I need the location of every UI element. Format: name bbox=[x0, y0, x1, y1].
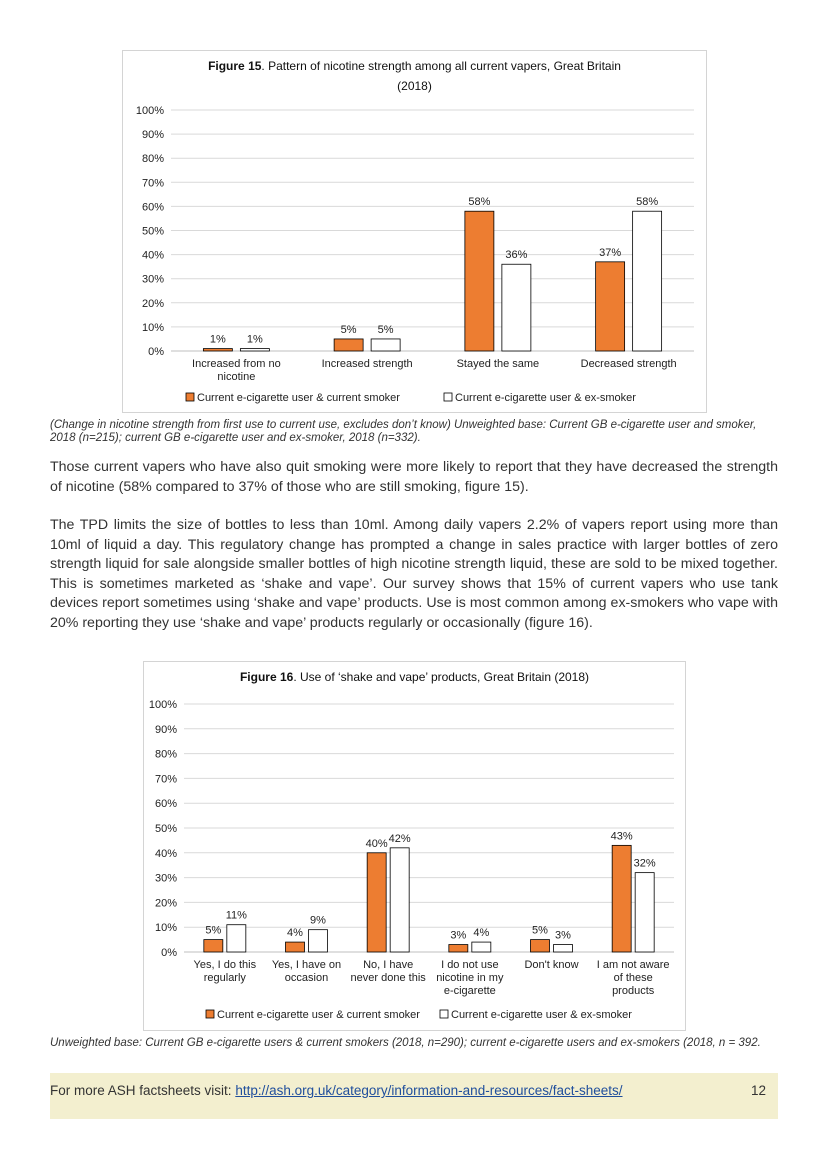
bar-ex-smoker bbox=[502, 264, 531, 351]
legend-label: Current e-cigarette user & current smoker bbox=[197, 392, 400, 404]
figure-16-note: Unweighted base: Current GB e-cigarette users & current smokers (2018, n=290); current e-cigarette users and ex-smokers (2018, n = 392. bbox=[50, 1037, 761, 1049]
figure-16-chart bbox=[144, 662, 685, 1030]
figure-16-title-bold: Figure 16 bbox=[239, 670, 294, 684]
x-category-label: Decreased strength bbox=[580, 358, 677, 370]
bar-current-smoker bbox=[203, 349, 232, 351]
y-tick-label: 100% bbox=[135, 105, 164, 117]
legend-swatch bbox=[444, 393, 452, 401]
data-label: 4% bbox=[473, 927, 490, 940]
data-label: 11% bbox=[225, 909, 247, 922]
x-category-label: regularly bbox=[203, 972, 246, 984]
x-category-label: I am not aware bbox=[596, 959, 670, 971]
x-category-label: No, I have bbox=[363, 959, 414, 971]
y-tick-label: 50% bbox=[154, 823, 177, 835]
y-tick-label: 80% bbox=[141, 153, 164, 166]
x-category-label: Increased from no bbox=[192, 358, 281, 370]
y-tick-label: 50% bbox=[141, 225, 164, 238]
figure-15-title-bold: Figure 15 bbox=[208, 59, 262, 73]
bar-current-smoker bbox=[612, 845, 631, 952]
x-category-label: Yes, I do this bbox=[193, 959, 257, 971]
x-category-label: Stayed the same bbox=[456, 358, 540, 370]
bar-ex-smoker bbox=[472, 942, 491, 952]
data-label: 32% bbox=[633, 857, 656, 870]
y-tick-label: 10% bbox=[154, 922, 177, 935]
bar-current-smoker bbox=[334, 339, 363, 351]
y-tick-label: 60% bbox=[154, 798, 177, 811]
y-tick-label: 30% bbox=[154, 872, 177, 885]
x-category-label: Don't know bbox=[524, 959, 579, 971]
data-label: 43% bbox=[610, 830, 633, 843]
bar-ex-smoker bbox=[635, 873, 654, 952]
y-tick-label: 80% bbox=[154, 748, 177, 761]
footer-label: For more ASH factsheets visit: bbox=[50, 1083, 236, 1098]
figure-15-chart bbox=[123, 51, 706, 412]
figure-15 bbox=[122, 50, 707, 413]
paragraph-1: Those current vapers who have also quit smoking were more likely to report that they have decreased the strength of nicotine (58% compared to 37% of those who are still smoking, figure 15). bbox=[50, 459, 778, 495]
legend-label: Current e-cigarette user & ex-smoker bbox=[455, 392, 636, 404]
figure-15-title-year: (2018) bbox=[397, 79, 432, 93]
y-tick-label: 40% bbox=[154, 847, 177, 860]
data-label: 1% bbox=[246, 333, 263, 346]
y-tick-label: 10% bbox=[141, 321, 164, 334]
data-label: 3% bbox=[555, 929, 571, 942]
footer-text bbox=[50, 1083, 623, 1098]
y-tick-label: 90% bbox=[154, 723, 177, 736]
legend-label: Current e-cigarette user & current smoker bbox=[217, 1009, 420, 1021]
data-label: 3% bbox=[450, 929, 467, 942]
y-tick-label: 20% bbox=[154, 897, 177, 910]
data-label: 5% bbox=[532, 924, 548, 937]
bar-current-smoker bbox=[449, 945, 468, 952]
figure-15-title-rest: . Pattern of nicotine strength among all current vapers, Great Britain bbox=[261, 59, 621, 73]
x-category-label: nicotine bbox=[217, 371, 256, 383]
legend-label: Current e-cigarette user & ex-smoker bbox=[451, 1009, 632, 1021]
y-tick-label: 70% bbox=[154, 773, 177, 786]
x-category-label: nicotine in my bbox=[436, 972, 504, 984]
figure-16-title-rest: . Use of ‘shake and vape’ products, Great Britain (2018) bbox=[293, 670, 590, 684]
legend-swatch bbox=[440, 1010, 448, 1018]
paragraph-2: The TPD limits the size of bottles to less than 10ml. Among daily vapers 2.2% of vapers report using more than 10ml of liquid a day. This regulatory change has prompted a change in sales practice with larger bottles of zero strength liquid for sale alongside smaller bottles of high nicotine strength liquid, these are sold to be mixed together. This is sometimes marketed as ‘shake and vape’. Our survey shows that 15% of current vapers who use tank devices report sometimes using ‘shake and vape’ products. Use is most common among ex-smokers who vape with 20% reporting they use ‘shake and vape’ products regularly or occasionally (figure 16). bbox=[50, 517, 778, 631]
bar-current-smoker bbox=[531, 940, 550, 952]
bar-current-smoker bbox=[286, 942, 305, 952]
y-tick-label: 0% bbox=[148, 346, 164, 358]
y-tick-label: 60% bbox=[141, 201, 164, 214]
data-label: 42% bbox=[388, 832, 411, 845]
figure-16 bbox=[143, 661, 686, 1031]
y-tick-label: 100% bbox=[148, 699, 177, 711]
data-label: 37% bbox=[599, 246, 622, 259]
legend-swatch bbox=[206, 1010, 214, 1018]
bar-ex-smoker bbox=[240, 349, 269, 351]
bar-ex-smoker bbox=[390, 848, 409, 952]
y-tick-label: 0% bbox=[161, 947, 177, 959]
data-label: 58% bbox=[468, 196, 491, 209]
data-label: 5% bbox=[340, 323, 357, 336]
x-category-label: Yes, I have on bbox=[271, 959, 342, 971]
data-label: 1% bbox=[209, 333, 226, 346]
y-tick-label: 30% bbox=[141, 273, 164, 286]
x-category-label: e-cigarette bbox=[443, 985, 496, 997]
footer bbox=[50, 1073, 778, 1119]
y-tick-label: 40% bbox=[141, 249, 164, 262]
x-category-label: never done this bbox=[350, 972, 426, 984]
data-label: 36% bbox=[505, 249, 528, 262]
data-label: 9% bbox=[310, 914, 326, 927]
bar-current-smoker bbox=[367, 853, 386, 952]
bar-ex-smoker bbox=[227, 925, 246, 952]
data-label: 4% bbox=[287, 927, 303, 940]
bar-ex-smoker bbox=[554, 945, 573, 952]
y-tick-label: 20% bbox=[141, 297, 164, 310]
data-label: 40% bbox=[365, 837, 388, 850]
factsheets-link[interactable]: http://ash.org.uk/category/information-and-resources/fact-sheets/ bbox=[235, 1083, 623, 1098]
data-label: 58% bbox=[636, 196, 659, 209]
y-tick-label: 90% bbox=[141, 129, 164, 142]
x-category-label: products bbox=[612, 985, 655, 997]
figure-15-note: (Change in nicotine strength from first use to current use, excludes don’t know) Unweighted base: Current GB e-cigarette user and smoker, 2018 (n=215); current GB e-cigarette user and ex-smoker, 2018 (n=332). bbox=[50, 419, 757, 444]
x-category-label: Increased strength bbox=[321, 358, 413, 370]
bar-ex-smoker bbox=[371, 339, 400, 351]
bar-current-smoker bbox=[465, 211, 494, 351]
bar-current-smoker bbox=[596, 262, 625, 351]
bar-ex-smoker bbox=[309, 930, 328, 952]
data-label: 5% bbox=[205, 924, 222, 937]
bar-ex-smoker bbox=[633, 211, 662, 351]
x-category-label: I do not use bbox=[441, 959, 499, 971]
data-label: 5% bbox=[377, 323, 394, 336]
x-category-label: occasion bbox=[284, 972, 329, 984]
legend-swatch bbox=[186, 393, 194, 401]
y-tick-label: 70% bbox=[141, 177, 164, 190]
page-number: 12 bbox=[750, 1083, 766, 1098]
x-category-label: of these bbox=[613, 972, 653, 984]
bar-current-smoker bbox=[204, 940, 223, 952]
